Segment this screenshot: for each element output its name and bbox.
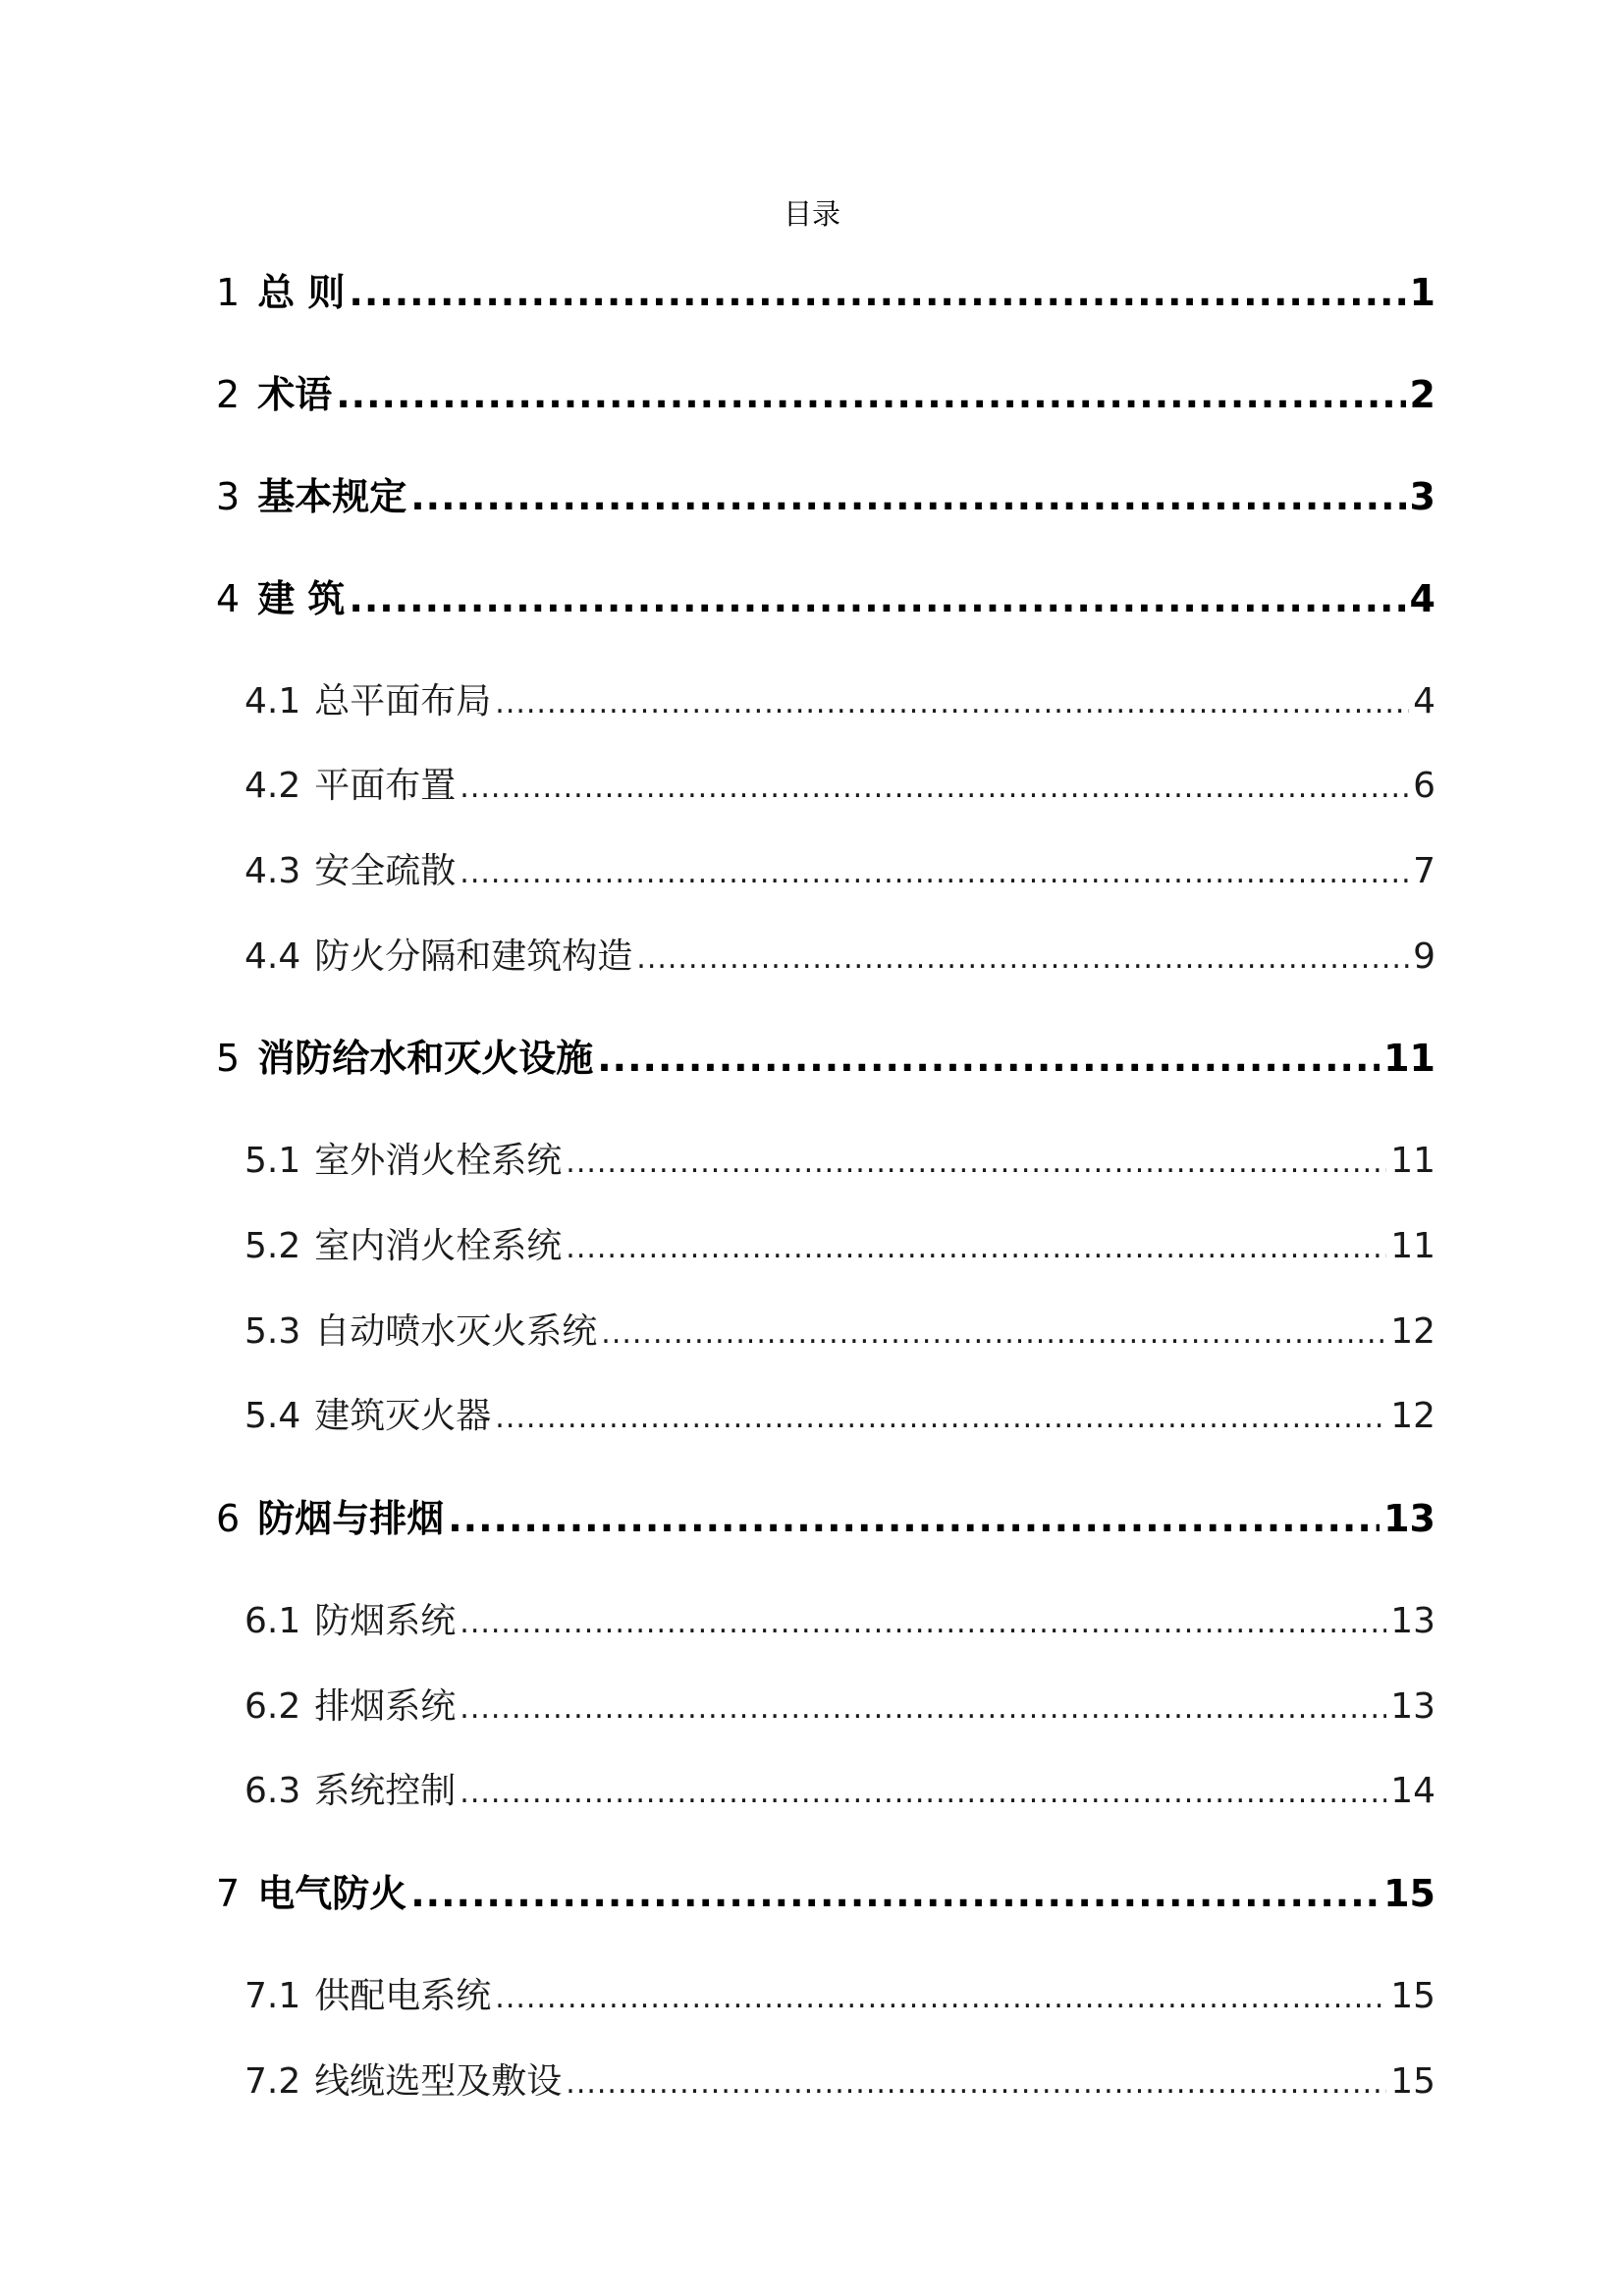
toc-entry-page: 12: [1390, 1396, 1435, 1436]
toc-entry-page: 11: [1390, 1141, 1435, 1181]
toc-leader-dots: [566, 2059, 1386, 2109]
toc-entry-label: 电气防火: [257, 1872, 407, 1915]
toc-entry-page: 14: [1390, 1771, 1435, 1811]
toc-entry-page: 11: [1390, 1226, 1435, 1266]
toc-leader-dots: [448, 1493, 1380, 1544]
toc-entry-4[interactable]: [216, 573, 1435, 624]
toc-entry-label: 防火分隔和建筑构造: [314, 936, 633, 977]
toc-entry-number: 6.2: [244, 1686, 301, 1727]
toc-entry-label: 室内消火栓系统: [314, 1226, 563, 1266]
toc-entry-number: 5.3: [244, 1311, 301, 1352]
toc-entry-number: 5.2: [244, 1226, 301, 1266]
toc-leader-dots: [460, 1769, 1386, 1818]
toc-leader-dots: [460, 849, 1409, 898]
toc-entry-number: 4.1: [244, 681, 301, 721]
toc-entry-page: 3: [1409, 475, 1435, 518]
toc-entry-label: 术语: [257, 373, 333, 416]
toc-entry-6-1[interactable]: [244, 1597, 1435, 1648]
toc-leader-dots: [495, 1974, 1386, 2023]
toc-entry-6-3[interactable]: [244, 1767, 1435, 1818]
toc-leader-dots: [495, 679, 1409, 728]
toc-entry-label: 建筑灭火器: [314, 1396, 492, 1436]
toc-entry-page: 13: [1383, 1497, 1435, 1540]
toc-leader-dots: [349, 573, 1405, 624]
toc-leader-dots: [566, 1139, 1386, 1188]
toc-entry-number: 6.1: [244, 1601, 301, 1641]
toc-entry-label: 防烟系统: [314, 1601, 457, 1641]
toc-entry-page: 4: [1413, 681, 1435, 721]
toc-entry-number: 5: [216, 1037, 241, 1080]
toc-entry-number: 5.4: [244, 1396, 301, 1436]
page-title: 目录: [783, 197, 840, 231]
toc-entry-page: 7: [1413, 851, 1435, 891]
toc-entry-page: 9: [1413, 936, 1435, 977]
toc-entry-number: 1: [216, 271, 241, 314]
toc-entry-6-2[interactable]: [244, 1682, 1435, 1734]
toc-entry-label: 总平面布局: [314, 681, 492, 721]
toc-entry-7[interactable]: [216, 1868, 1435, 1919]
toc-entry-label: 基本规定: [257, 475, 407, 518]
toc-leader-dots: [601, 1309, 1386, 1359]
toc-entry-7-2[interactable]: [244, 2057, 1435, 2109]
toc-leader-dots: [410, 1868, 1380, 1919]
toc-entry-6[interactable]: [216, 1493, 1435, 1544]
toc-entry-label: 总 则: [257, 271, 346, 314]
toc-entry-page: 15: [1390, 2061, 1435, 2102]
toc-entry-1[interactable]: [216, 267, 1435, 318]
toc-leader-dots: [460, 1599, 1386, 1648]
toc-entry-page: 15: [1390, 1976, 1435, 2016]
toc-leader-dots: [460, 1684, 1386, 1734]
toc-entry-5-2[interactable]: [244, 1222, 1435, 1273]
toc-entry-page: 4: [1409, 577, 1435, 620]
toc-leader-dots: [336, 369, 1405, 420]
toc-entry-page: 2: [1409, 373, 1435, 416]
toc-entry-5-3[interactable]: [244, 1308, 1435, 1359]
toc-entry-label: 自动喷水灭火系统: [314, 1311, 598, 1352]
toc-entry-number: 4: [216, 577, 241, 620]
toc-leader-dots: [460, 764, 1409, 813]
toc-entry-number: 7: [216, 1872, 241, 1915]
toc-entry-2[interactable]: [216, 369, 1435, 420]
toc-entry-page: 12: [1390, 1311, 1435, 1352]
toc-leader-dots: [349, 267, 1405, 318]
toc-entry-7-1[interactable]: [244, 1972, 1435, 2023]
toc-entry-label: 系统控制: [314, 1771, 457, 1811]
toc-entry-label: 室外消火栓系统: [314, 1141, 563, 1181]
toc-entry-label: 线缆选型及敷设: [314, 2061, 563, 2102]
toc-entry-label: 消防给水和灭火设施: [257, 1037, 594, 1080]
toc-entry-number: 4.4: [244, 936, 301, 977]
toc-entry-number: 7.2: [244, 2061, 301, 2102]
toc-leader-dots: [597, 1033, 1380, 1084]
toc-entry-number: 2: [216, 373, 241, 416]
toc-entry-number: 3: [216, 475, 241, 518]
toc-entry-4-2[interactable]: [244, 762, 1435, 813]
toc-entry-label: 供配电系统: [314, 1976, 492, 2016]
toc-entry-4-1[interactable]: [244, 677, 1435, 728]
toc-entry-page: 13: [1390, 1601, 1435, 1641]
toc-leader-dots: [566, 1224, 1386, 1273]
toc-entry-4-4[interactable]: [244, 933, 1435, 984]
toc-entry-number: 5.1: [244, 1141, 301, 1181]
toc-entry-page: 6: [1413, 766, 1435, 806]
toc-entry-page: 13: [1390, 1686, 1435, 1727]
toc-entry-3[interactable]: [216, 471, 1435, 522]
toc-entry-number: 7.1: [244, 1976, 301, 2016]
toc-entry-label: 防烟与排烟: [257, 1497, 445, 1540]
toc-entry-page: 1: [1409, 271, 1435, 314]
toc-entry-5-4[interactable]: [244, 1392, 1435, 1443]
toc-entry-5[interactable]: [216, 1033, 1435, 1084]
toc-leader-dots: [410, 471, 1405, 522]
toc-entry-label: 平面布置: [314, 766, 457, 806]
toc-entry-number: 6.3: [244, 1771, 301, 1811]
toc-entry-number: 4.2: [244, 766, 301, 806]
toc-entry-page: 11: [1383, 1037, 1435, 1080]
toc-entry-5-1[interactable]: [244, 1137, 1435, 1188]
toc-leader-dots: [495, 1394, 1386, 1443]
toc-entry-number: 6: [216, 1497, 241, 1540]
toc-entry-label: 建 筑: [257, 577, 346, 620]
toc-entry-label: 排烟系统: [314, 1686, 457, 1727]
toc-entry-label: 安全疏散: [314, 851, 457, 891]
toc-entry-4-3[interactable]: [244, 847, 1435, 898]
toc-entry-number: 4.3: [244, 851, 301, 891]
toc-entry-page: 15: [1383, 1872, 1435, 1915]
toc-leader-dots: [636, 934, 1409, 984]
